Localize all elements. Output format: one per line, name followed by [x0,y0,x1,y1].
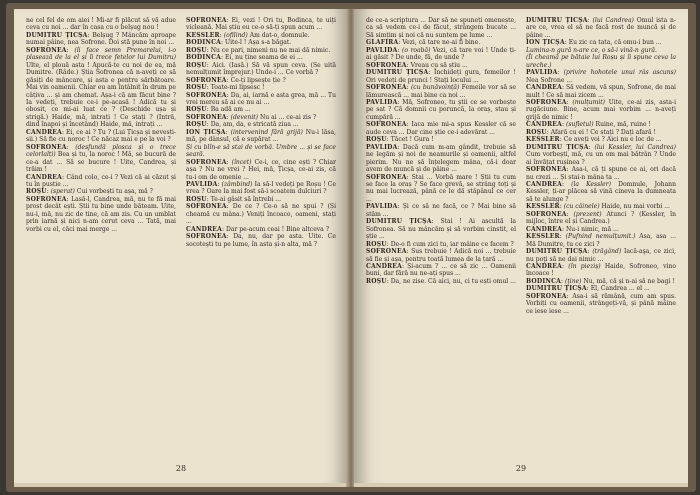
dialogue-text: Ei, vezi ! Ori tu, Bodinca, te uiți vicleană. Mai știu eu ce-o să-ți spun acum ... [186,17,336,32]
dialogue-paragraph: SOFRONEA: Ce-ți lipsește ție ? [186,76,286,84]
dialogue-paragraph: ION ȚICȘA: Eu zic ca tata, că omu-i bun ... [526,39,662,47]
speaker-name: SOFRONEA [526,166,567,174]
speaker-name: KESSLER [526,233,560,241]
right-page-column-2 [526,17,676,457]
speaker-name: CANDREA [26,128,63,136]
dialogue-text: Bea și tu, la noroc ! Mă, se bucură de ce-a dat ... Să se bucure ! Uite, Candrea, și trăim ! [26,151,176,174]
dialogue-text: Ce aveți voi ? Aici nu e loc de ... [563,136,662,144]
dialogue-paragraph: CANDREA: Dar pe-acum ceai ! Bine altceva ? [186,225,329,233]
dialogue-paragraph: CANDREA: Să vedem, vă spun, Sofrone, de mai mult ! Ce să mai zicem ... [526,84,676,99]
dialogue-paragraph: KESSLER: (ofilind) Am dat-o, domnule. [186,31,310,39]
speaker-name: SOFRONEA [26,46,67,54]
dialogue-paragraph: SOFRONEA: Asa-i, că ți spune ce ai, ori dacă nu crezi ... Și stai-n mâna ta ... [526,166,676,181]
dialogue-paragraph: ROȘU: Aici. (Iasă.) Să vă spun ceva. (Se uită nemulțumit împrejur.) Unde-i ... Ce vorbă ? [186,61,336,77]
speaker-name: ROȘU [186,106,207,114]
dialogue-paragraph: CANDREA: (la Kessler) Domnule, Johann Kessler, ți-ar plăcea să vină cineva la dumneata să te alunge ? [526,180,676,203]
dialogue-text: Iaca mie mi-a spus Kessler că se aude ceva ... Dar cine știe ce-i adevărat ... [366,121,516,136]
stage-direction: (zâmbind) [221,180,253,188]
speaker-name: ROȘU [526,128,547,136]
speaker-name: ROȘU [366,240,387,248]
dialogue-text: Belșug ? Mâncăm aproape numai pâine, nea Sofrone. Doi stă pune în noi ... [26,31,176,47]
dialogue-paragraph [526,54,676,69]
dialogue-text: Asa, asa ... Mă Dumitre, tu ce zici ? [526,233,676,248]
speaker-name: GLAFIRA [366,39,399,47]
dialogue-text: Sus trebuie ! Adică noi ... trebuie să fie și așa, pentru toată lumea de la țară ... [366,248,516,263]
speaker-name: PAVLIDA [366,143,398,151]
stage-direction: (încet) [231,158,252,166]
speaker-name: KESSLER [186,31,220,39]
speaker-name: PAVLIDA [366,203,398,211]
speaker-name: DUMITRU ȚICȘA [366,69,429,77]
dialogue-text: Nu ai ... ce-ai zis ? [259,113,317,121]
speaker-name: DUMITRU ȚICȘA [526,143,589,151]
speaker-name: CANDREA [526,121,563,129]
speaker-name: CANDREA [526,180,563,188]
dialogue-text: Nu, mă, că și n-ai să ne bagi ! [583,277,675,285]
dialogue-paragraph: SOFRONEA: Sus trebuie ! Adică noi ... trebuie să fie și așa, pentru toată lumea de la țară ... [366,248,516,263]
dialogue-text: Închideți gura, femeilor ! Ori vedeți de prunci ! Stați locului ... [366,69,516,84]
speaker-name: ROȘU [366,136,387,144]
speaker-name: SOFRONEA [26,143,67,151]
speaker-name: ROȘU [186,195,207,203]
stage-direction: (cu câinele) [563,203,600,211]
dialogue-paragraph: BODINCA: Uite-l ! Așa s-a băgat. [186,39,292,47]
dialogue-paragraph: PAVLIDA: Și ce să ne facă, ce ? Mai bine să stăm ... [366,203,516,218]
stage-direction: (lui Candrea) [592,17,634,24]
dialogue-text: Și-acum ? ... ce să zic ... Oamenii buni, dar fără nu ne-ați spus ... [366,262,516,278]
speaker-name: SOFRONEA [186,76,227,84]
stage-direction: (privire hohotele unui râs ascuns) [563,69,676,77]
dialogue-paragraph: SOFRONEA: (devenit) Nu ai ... ce-ai zis ? [186,113,317,121]
dialogue-text: Omul ista n-are ce, vrea el să ne facă rost de muncă și de pâine ... [526,17,676,39]
dialogue-paragraph: CANDREA: (în pieziș) Haide, Sofroneo, vino încoace ! [526,262,676,278]
speaker-name: ROȘU [186,121,207,129]
dialogue-text: Haide, nu mai vorbi ... [601,203,670,211]
dialogue-text: Ei, ce ai ? Tu ? (Lui Țicșa și nevesti-sii.) Să fie cu noroc ! Ce năcaz mai e pe la voi ? [26,128,176,144]
left-page-column-2 [186,17,336,457]
speaker-name: BODINCA [526,277,561,285]
dialogue-text: Da, ne zise. Că aici, nu, ci tu ești omul ... [390,277,516,285]
dialogue-paragraph: DUMITRU ȚICȘA: El, Candrea ... el ... [526,285,650,293]
speaker-name: BODINCA [186,39,221,47]
dialogue-text: Asa-i, că ți spune ce ai, ori dacă nu crezi ... Și stai-n mâna ta ... [526,166,676,181]
speaker-name: CANDREA [366,262,403,270]
stage-direction: (devenit) [230,113,259,121]
dialogue-paragraph: SOFRONEA: Iaca mie mi-a spus Kessler că se aude ceva ... Dar cine știe ce-i adevărat ... [366,121,516,136]
speaker-name: CANDREA [526,262,563,270]
speaker-name: DUMITRU ȚICȘA [26,31,88,39]
speaker-name: SOFRONEA [366,248,407,256]
speaker-name: SOFRONEA [186,91,227,99]
dialogue-text: Tăcet ! Gura ! [390,136,434,144]
dialogue-paragraph: ROȘU: (sperat) Cui vorbești tu așa, mă ? [26,188,153,196]
dialogue-text: Dar pe-acum ceai ! Bine altceva ? [225,225,329,233]
dialogue-text: Da, nu, dar pe asta. Uite. Ce socotești tu pe lume, în asta și-n alta, mă ? [186,233,336,248]
dialogue-paragraph: PAVLIDA: (privire hohotele unui râs ascuns) Nea Sofrone ... [526,69,676,84]
dialogue-paragraph: SOFRONEA: Asa-i să rămână, cum am spus. Vorbiți cu oamenii, strângeți-vă, și până mâine ce iese iese ... [526,292,676,315]
stage-direction: (la Kessler) [571,180,612,188]
dialogue-paragraph: DUMITRU ȚICȘA: (lui Kessler, lui Candrea) Cum vorbești, mă, cu un om mai bătrân ? Unde ai învățat rușinea ? [526,143,676,166]
stage-direction: (sufletul) [565,121,594,129]
speaker-name: SOFRONEA [366,61,407,69]
dialogue-paragraph: SOFRONEA: Vreau cu să știu ... [366,61,468,69]
dialogue-paragraph: ROȘU: Da, ne zise. Că aici, nu, ci tu ești omul ... [366,277,516,285]
speaker-name: PAVLIDA [186,180,218,188]
dialogue-paragraph [186,144,336,159]
dialogue-paragraph: GLAFIRA: Vezi, că tare ne-ai fi bine. [366,39,481,47]
dialogue-text: Aici. (Iasă.) Să vă spun ceva. (Se uită nemulțumit împrejur.) Unde-i ... Ce vorbă ? [186,61,336,77]
dialogue-text: Și ce să ne facă, ce ? Mai bine să stăm ... [366,203,516,218]
right-page [354,9,688,487]
dialogue-paragraph: SOFRONEA: (prezent) Atunci ? (Kessler, în mijloc, între el și Candrea.) [526,210,676,226]
speaker-name: SOFRONEA [366,121,407,129]
dialogue-paragraph: PAVLIDA: Dacă cum m-am gândit, trebuie să ne legăm și noi de neamurile și oamenii, altfel pierim. Nu ne să înțelegem mâna, că-i doar avem de muncă și de pâine ... [366,143,516,174]
speaker-name: PAVLIDA [366,46,398,54]
dialogue-text: Să vedem, vă spun, Sofrone, de mai mult ! Ce să mai zicem ... [526,84,676,99]
speaker-name: ROȘU [186,61,207,69]
stage-direction: Și cu blîn-e să stai de vorbă. Umbre ... și se face seară. [186,143,336,159]
dialogue-paragraph: SOFRONEA: (desfundă plosca și o trece celorlalți) Bea și tu, la noroc ! Mă, se bucură de ce-a dat ... Să se bucure ! Uite, Candrea, și trăim ! [26,143,176,174]
speaker-name: SOFRONEA [186,233,227,241]
left-page-columns [26,17,336,457]
dialogue-text: Asa-i să rămână, cum am spus. Vorbiți cu oamenii, strângeți-vă, și până mâine ce iese iese ... [526,292,676,315]
dialogue-text: De ce ? Ce-o să ne spui ? (Și cheamă cu mâna.) Veniți încoace, oameni, stați ... [186,203,336,226]
dialogue-text: Lasă-l, Candrea, mă, nu te fă mai prost decât ești. Știi tu bine unde băteam. Uite, nu-i, mă, nu zic de tine, că am zis. Cu un umblat prin iarnă și nici n-am cerut ceva ... Tată, mai vorbi cu el, căci mai merge ... [26,195,176,233]
dialogue-text: Vezi, că tare ne-ai fi bine. [402,39,481,47]
dialogue-text: Da, am, da, e stricată ziua ... [210,121,299,129]
dialogue-paragraph: ROȘU: De-o fi cum zici tu, iar mâine ce facem ? [366,240,514,248]
dialogue-paragraph: ROȘU: Nu ce pari, nimeni nu ne mai dă nimic. [186,46,331,54]
dialogue-paragraph: DUMITRU ȚICȘA: (lui Candrea) Omul ista n-are ce, vrea el să ne facă rost de muncă și de pâine ... [526,17,676,39]
dialogue-paragraph: SOFRONEA: (încet) Ce-i, ce, cine ești ? Chiar așa ? Nu ne vrei ? Hei, mă, Țicșa, ce-ai zis, că tu-i om de omenie ... [186,158,336,181]
stage-direction: (trăgând) [592,248,622,256]
stage-direction: (desfundă plosca și o trece celorlalți) [26,143,176,159]
dialogue-paragraph: ROȘU: Ba adă am ... [186,106,251,114]
speaker-name: ION ȚICȘA [186,128,226,136]
dialogue-text: Nu-i nimic, mă ... [565,225,619,233]
dialogue-text: Ulte, el plouă asta ! Apucă-te cu noi de ea, mă Dumitre. (Râde.) Știa Sofronea că n-aveți ce să găsiți de mâncare, și asta e pentru sărbătoare. Mai vin oamenii. Chiar eu am întâlnit în drum pe câțiva ... și am chemat. Așa-i că am făcut bine ? Ia vedeți, trebuie ce-i pe-acasă ! Adică tu și obosit, ce mi-ai luat ce ? (Deschide ușa și strigă.) Haide, mă, intrați ! Ce stați ? (Intră, dind înapoi și încetând) Haide, mă, intrați ... [26,61,176,129]
left-page [14,9,348,487]
speaker-name: SOFRONEA [186,113,227,121]
dialogue-text: Vreau cu să știu ... [410,61,468,69]
stage-direction: (Îi cheamă pe bătaie lui Roșu și îi spune ceva la ureche.) [526,54,676,69]
dialogue-text: Nea Sofrone ... [526,76,573,84]
dialogue-text: ne cel fel de om aiei ! Mi-ar fi plăcut să vă adue ceva cu noi ... dar în casa cu o belșug nou ! [26,17,176,32]
speaker-name: CANDREA [526,225,563,233]
dialogue-text: Cui vorbești tu așa, mă ? [76,188,153,196]
dialogue-paragraph: SOFRONEA: (mulțumit) Uite, ce-ai zis, asta-i rugăciune. Bine, acum mai vorbim ... n-aveți grijă de nimic ! [526,98,676,121]
speaker-name: CANDREA [186,225,223,233]
speaker-name: ROȘU [26,188,47,196]
speaker-name: KESSLER [526,136,560,144]
dialogue-text: Ei, nu ține seama de ei ... [224,54,303,62]
right-page-column-1 [366,17,516,457]
stage-direction: (sperat) [50,188,75,196]
dialogue-paragraph: KESSLER: (Pufnind nemulțumit.) Asa, asa ... Mă Dumitre, tu ce zici ? [526,233,676,248]
dialogue-text: Stai ... Vorbă mare ! Știi tu cum se face la oraș ? Se face grevă, se strâng toți și nu mai lucrează, până ce le dă stăpânul ce cer ... [366,173,516,203]
dialogue-text: Domnule, Johann Kessler, ți-ar plăcea să vină cineva la dumneata să te alunge ? [526,180,676,203]
speaker-name: CANDREA [526,84,563,92]
dialogue-paragraph: CANDREA: Și-acum ? ... ce să zic ... Oamenii buni, dar fără nu ne-ați spus ... [366,262,516,278]
dialogue-text: Ba adă am ... [210,106,251,114]
speaker-name: SOFRONEA [526,98,567,106]
dialogue-paragraph: BODINCA: Ei, nu ține seama de ei ... [186,54,303,62]
speaker-name: ROȘU [366,277,387,285]
dialogue-paragraph: DUMITRU ȚICȘA: Belșug ? Mâncăm aproape numai pâine, nea Sofrone. Doi stă pune în noi ... [26,31,176,47]
stage-direction: (prezent) [573,210,602,218]
page-edge [14,483,348,487]
dialogue-paragraph [366,17,516,39]
dialogue-text: Haide, Sofroneo, vino încoace ! [526,262,676,278]
speaker-name: SOFRONEA [526,210,567,218]
page-edge [354,483,688,487]
dialogue-paragraph: SOFRONEA: Ei, vezi ! Ori tu, Bodinca, te uiți vicleană. Mai știu eu ce-o să-ți spun acum ... [186,17,336,32]
dialogue-paragraph: PAVLIDA: (o roabă) Vezi, că tare voi ! Unde ți-ai găsit ? De unde, fă, de unde ? [366,46,516,62]
dialogue-paragraph: DUMITRU ȚICȘA: Închideți gura, femeilor ! Ori vedeți de prunci ! Stați locului ... [366,69,516,84]
dialogue-paragraph: CANDREA: Când colo, ce-i ? Vezi că ai căzut și tu în pustie ... [26,173,176,188]
dialogue-text: Stai ! Ai ascultă la Sofronea. Să nu mâncăm și să vorbim cinstit, el știe ... [366,218,516,241]
stage-direction: (lui Kessler, lui Candrea) [594,143,676,151]
dialogue-paragraph: KESSLER: (cu câinele) Haide, nu mai vorbi ... [526,203,670,211]
dialogue-text: de ce-a scriptura ... Dar să ne spuneți omenește, ca să vedem ce-i de făcut, strângem bucate ... Să simțim și noi că nu suntem pe lume ... [366,17,516,39]
dialogue-paragraph: SOFRONEA: Da, ai, iarnă e asta grea, mă ... Tu vrei mereu să ai ce nu ai ... [186,91,336,106]
dialogue-text: Cum vorbești, mă, cu un om mai bătrân ? Unde ai învățat rușinea ? [526,151,676,166]
speaker-name: SOFRONEA [366,173,407,181]
dialogue-text: Când colo, ce-i ? Vezi că ai căzut și tu în pustie ... [26,173,176,188]
stage-direction: (ofilind) [223,31,248,39]
dialogue-paragraph: CANDREA: Ei, ce ai ? Tu ? (Lui Țicșa și nevesti-sii.) Să fie cu noroc ! Ce năcaz mai e pe la voi ? [26,128,176,144]
dialogue-text: Da, ai, iarnă e asta grea, mă ... Tu vrei mereu să ai ce nu ai ... [186,91,336,106]
dialogue-text: Vezi, că tare voi ! Unde ți-ai găsit ? De unde, fă, de unde ? [366,46,516,62]
dialogue-text: Ce-i, ce, cine ești ? Chiar așa ? Nu ne vrei ? Hei, mă, Țicșa, ce-ai zis, că tu-i om de omenie ... [186,158,336,181]
left-page-column-1 [26,17,176,457]
dialogue-text: Am dat-o, domnule. [249,31,310,39]
dialogue-text: Te-ai gâsit să întrebi ... [210,195,282,203]
dialogue-text: Dacă cum m-am gândit, trebuie să ne legăm și noi de neamurile și oamenii, altfel pierim. Nu ne să înțelegem mâna, că-i doar avem de muncă și de pâine ... [366,143,516,174]
dialogue-paragraph: ROȘU: Afară cu ei ! Ce stați ? Dați afară ! [526,128,656,136]
page-number: 29 [515,464,527,473]
dialogue-text: Ruine, mă, ruine ! [595,121,651,129]
speaker-name: SOFRONEA [26,195,67,203]
dialogue-text: Eu zic ca tata, că omu-i bun ... [568,39,662,47]
speaker-name: DUMITRU ȚICȘA [526,17,588,24]
stage-direction: (ţine) [564,277,582,285]
dialogue-text: Uite, ce-ai zis, asta-i rugăciune. Bine, acum mai vorbim ... n-aveți grijă de nimic ! [526,98,676,121]
speaker-name: SOFRONEA [186,203,227,211]
dialogue-text: Nu-i lăsa, mă, pe dânsul, că e supărat ... [186,128,336,144]
stage-direction: (intervenind fără grijă) [230,128,303,136]
dialogue-paragraph: DUMITRU ȚICȘA: (trăgând) Iacă-aşa, ce zici, nu poţi să ne dai nimic ... [526,248,676,263]
speaker-name: SOFRONEA [186,158,227,166]
dialogue-paragraph: CANDREA: Nu-i nimic, mă ... [526,225,619,233]
dialogue-paragraph: ROȘU: Toate-mi lipsesc ! [186,84,265,92]
dialogue-text: Nu ce pari, nimeni nu ne mai dă nimic. [210,46,331,54]
stage-direction: (în pieziș) [568,262,601,270]
dialogue-paragraph: SOFRONEA: (cu bunăvoință) Femeile vor să se lămurească ... mai bine ca noi ... [366,84,516,99]
speaker-name: DUMITRU ȚICȘA [526,285,587,293]
speaker-name: ROȘU [186,46,207,54]
dialogue-paragraph [26,17,176,32]
dialogue-paragraph: PAVLIDA: (zâmbind) Ia să-l vedeți pe Roșu ! Ce vrea ? Oare la mai fost să-i scoatem dulciuri ? [186,180,336,196]
dialogue-paragraph: ION ȚICȘA: (intervenind fără grijă) Nu-i lăsa, mă, pe dânsul, că e supărat ... [186,128,336,144]
speaker-name: SOFRONEA [366,84,407,92]
dialogue-paragraph: SOFRONEA: De ce ? Ce-o să ne spui ? (Și cheamă cu mâna.) Veniți încoace, oameni, stați ... [186,203,336,226]
dialogue-text: Toate-mi lipsesc ! [210,84,265,92]
dialogue-text: Mă, Sofroneo, tu știi ce se vorbește pe sat ? Că domnii cu poruncă, la oraș, stau și cumpără ... [366,98,516,121]
dialogue-text: Ia să-l vedeți pe Roșu ! Ce vrea ? Oare la mai fost să-i scoatem dulciuri ? [186,180,336,196]
page-number: 28 [175,464,187,473]
right-page-columns [366,17,676,457]
dialogue-paragraph: KESSLER: Ce aveți voi ? Aici nu e loc de ... [526,136,662,144]
dialogue-paragraph: ROȘU: Da, am, da, e stricată ziua ... [186,121,299,129]
dialogue-text: Ce-ți lipsește ție ? [230,76,286,84]
dialogue-paragraph: SOFRONEA: Stai ... Vorbă mare ! Știi tu cum se face la oraș ? Se face grevă, se strâng toți și nu mai lucrează, până ce le dă stăpânul ce cer ... [366,173,516,203]
open-book [6,3,696,492]
speaker-name: DUMITRU ȚICȘA [366,218,432,226]
dialogue-paragraph: BODINCA: (ţine) Nu, mă, că și n-ai să ne bagi ! [526,277,675,285]
speaker-name: ION ȚICȘA [526,39,565,47]
stage-direction: (o roabă) [401,46,431,54]
dialogue-paragraph: DUMITRU ȚICȘA: Stai ! Ai ascultă la Sofronea. Să nu mâncăm și să vorbim cinstit, el știe ... [366,218,516,241]
dialogue-paragraph: PAVLIDA: Mă, Sofroneo, tu știi ce se vorbește pe sat ? Că domnii cu poruncă, la oraș, stau și cumpără ... [366,98,516,121]
dialogue-paragraph: SOFRONEA: (îi face semn Premarelui, i-o plasează de la el și îi trece fetelor lui Dumitru) Ulte, el plouă asta ! Apucă-te cu noi de ea, mă Dumitre. (Râde.) Știa Sofronea că n-aveți ce să găsiți de mâncare, și asta e pentru sărbătoare. Mai vin oamenii. Chiar eu am întâlnit în drum pe câțiva ... și am chemat. Așa-i că am făcut bine ? Ia vedeți, trebuie ce-i pe-acasă ! Adică tu și obosit, ce mi-ai luat ce ? (Deschide ușa și strigă.) Haide, mă, intrați ! Ce stați ? (Intră, dind înapoi și încetând) Haide, mă, intrați ... [26,46,176,129]
dialogue-text: El, Candrea ... el ... [590,285,650,293]
speaker-name: BODINCA [186,54,221,62]
stage-direction: (mulțumit) [572,98,606,106]
dialogue-text: Afară cu ei ! Ce stați ? Dați afară ! [550,128,656,136]
dialogue-paragraph: ROȘU: Tăcet ! Gura ! [366,136,434,144]
speaker-name: CANDREA [26,173,63,181]
speaker-name: SOFRONEA [186,17,227,24]
dialogue-paragraph: ROȘU: Te-ai gâsit să întrebi ... [186,195,282,203]
speaker-name: DUMITRU ȚICȘA [526,248,588,256]
dialogue-text: De-o fi cum zici tu, iar mâine ce facem ? [390,240,514,248]
dialogue-text: Atunci ? (Kessler, în mijloc, între el și Candrea.) [526,210,676,226]
stage-direction: (Pufnind nemulțumit.) [565,233,636,241]
dialogue-text: Uite-l ! Așa s-a băgat. [224,39,292,47]
stage-direction: Lumina-n gură n-are ce, o să-i vină-n gură. [526,46,657,54]
dialogue-text: Femeile vor să se lămurească ... mai bine ca noi ... [366,84,516,99]
stage-direction: (cu bunăvoință) [410,84,460,92]
speaker-name: ROȘU [186,84,207,92]
speaker-name: PAVLIDA [366,98,398,106]
dialogue-paragraph: SOFRONEA: Da, nu, dar pe asta. Uite. Ce socotești tu pe lume, în asta și-n alta, mă ? [186,233,336,248]
stage-direction: (îi face semn Premarelui, i-o plasează de la el și îi trece fetelor lui Dumitru) [26,46,176,62]
dialogue-paragraph: CANDREA: (sufletul) Ruine, mă, ruine ! [526,121,651,129]
dialogue-text: Iacă-aşa, ce zici, nu poţi să ne dai nimic ... [526,248,676,263]
speaker-name: KESSLER [526,203,560,211]
speaker-name: SOFRONEA [526,292,567,300]
dialogue-paragraph: SOFRONEA: Lasă-l, Candrea, mă, nu te fă mai prost decât ești. Știi tu bine unde băteam. Uite, nu-i, mă, nu zic de tine, că am zis. Cu un umblat prin iarnă și nici n-am cerut ceva ... Tată, mai vorbi cu el, căci mai merge ... [26,195,176,233]
speaker-name: PAVLIDA [526,69,558,77]
